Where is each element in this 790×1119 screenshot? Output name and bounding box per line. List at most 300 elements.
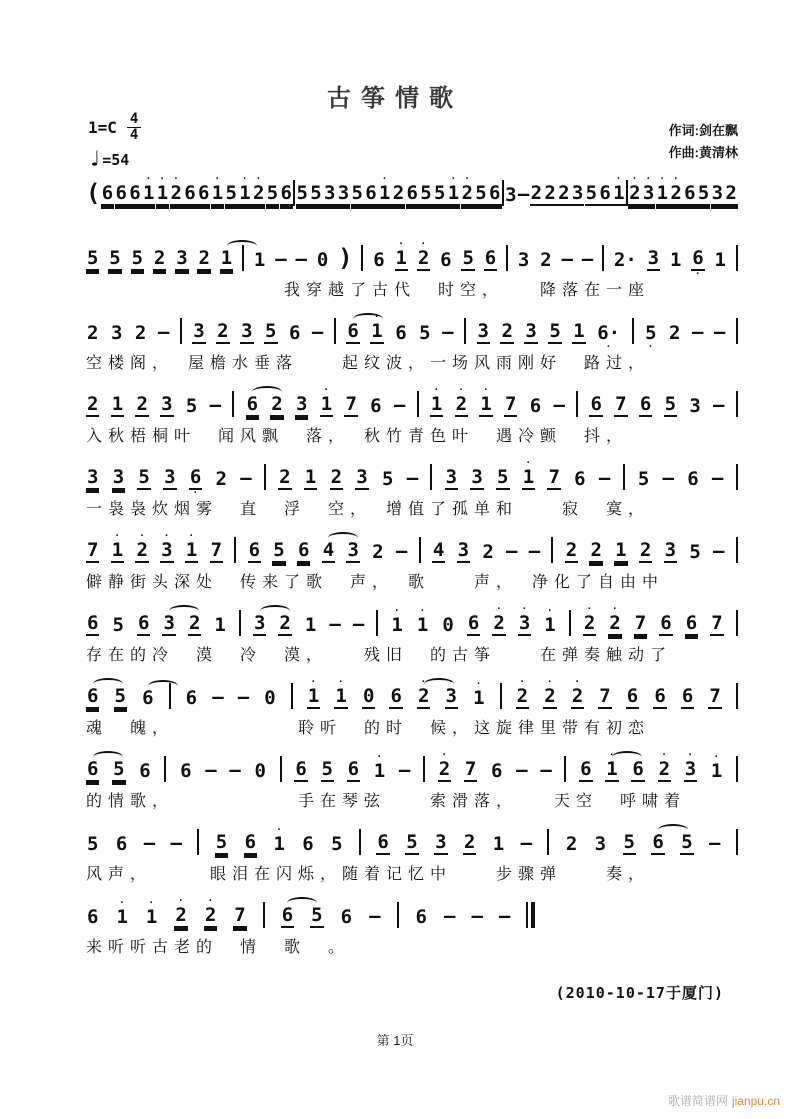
note — [492, 603, 505, 643]
note-number: 1 — [492, 833, 505, 855]
note-number: 5 — [637, 468, 650, 490]
note — [86, 460, 99, 497]
note-number: 5 — [681, 831, 693, 853]
octave-dot-below: · — [648, 341, 653, 353]
barline — [736, 464, 738, 490]
note — [390, 605, 403, 643]
barline — [239, 610, 241, 636]
note — [445, 676, 458, 716]
octave-dot-below — [694, 563, 697, 570]
note — [488, 176, 501, 213]
octave-dot-above: · — [189, 530, 194, 542]
note — [210, 533, 223, 570]
note — [710, 606, 723, 643]
note-number: 6 — [590, 393, 602, 415]
octave-dot-below — [91, 563, 94, 570]
page-number: 第 1页 — [376, 1033, 414, 1048]
octave-dot-below — [554, 344, 557, 351]
note — [637, 462, 650, 497]
octave-dot-below — [219, 636, 222, 643]
octave-dot-below — [397, 206, 400, 213]
note — [296, 176, 309, 213]
notes-row — [86, 457, 738, 499]
note-number: 2 — [136, 539, 148, 561]
dash-extension: – — [561, 248, 573, 270]
octave-dot-below — [91, 417, 94, 424]
barline — [423, 756, 425, 782]
octave-dot-below — [619, 563, 622, 570]
note — [215, 825, 228, 862]
note — [128, 176, 141, 213]
barline — [419, 537, 421, 563]
octave-dot-below — [91, 490, 94, 497]
barline — [632, 318, 634, 344]
note-number: 5 — [266, 182, 279, 204]
note-number: 1 — [379, 182, 391, 204]
note — [612, 173, 625, 213]
note — [86, 241, 99, 278]
note-number: 3 — [518, 612, 531, 634]
note-number: 3 — [164, 466, 176, 488]
dash-extension: – — [398, 759, 411, 781]
octave-dot-below — [590, 206, 593, 213]
octave-dot-below — [624, 271, 627, 278]
note-number: 2 — [170, 182, 182, 204]
barline — [164, 756, 166, 782]
octave-dot-below — [278, 855, 281, 862]
octave-dot-below — [91, 928, 94, 935]
note — [369, 389, 382, 424]
octave-dot-below — [335, 490, 338, 497]
note-number: 7 — [345, 393, 357, 415]
dash-extension: – — [713, 394, 725, 416]
octave-dot-below — [197, 344, 200, 351]
note-number: 3 — [471, 466, 483, 488]
note — [174, 895, 187, 935]
note — [656, 173, 669, 213]
note-number: 6 — [139, 760, 151, 782]
note-number: 5 — [419, 322, 431, 344]
note-number: 7 — [87, 539, 99, 561]
octave-dot-below — [253, 563, 256, 570]
note — [238, 173, 251, 213]
note — [108, 241, 121, 278]
note-number: 2 — [530, 182, 543, 204]
octave-dot-below — [521, 709, 524, 716]
barline — [506, 245, 508, 271]
note-number: 3 — [241, 320, 253, 342]
note-number: 2 — [629, 182, 641, 204]
note-number: 6 — [599, 182, 611, 204]
note — [351, 176, 364, 213]
octave-dot-below — [321, 271, 324, 278]
octave-dot-below — [251, 417, 254, 424]
note-number: 6 — [298, 539, 310, 561]
octave-dot-below — [301, 206, 304, 213]
octave-dot-below — [595, 563, 598, 570]
note — [634, 606, 647, 643]
note-number: 7 — [505, 393, 517, 415]
octave-dot-below — [121, 928, 124, 935]
octave-dot-above: · — [421, 238, 426, 250]
note-number: 1 — [211, 182, 224, 204]
octave-dot-below — [309, 490, 312, 497]
note — [430, 384, 443, 424]
note — [86, 606, 99, 643]
note-number: 3 — [445, 466, 458, 488]
octave-dot-below — [447, 636, 450, 643]
barline — [564, 756, 566, 782]
credits — [669, 120, 738, 164]
octave-dot-below — [534, 417, 537, 424]
note — [192, 314, 205, 351]
note — [270, 387, 283, 424]
octave-dot-below — [501, 490, 504, 497]
note-number: 2 — [392, 182, 405, 204]
note — [321, 752, 334, 789]
octave-dot-above: · — [256, 173, 261, 185]
octave-dot-below — [340, 709, 343, 716]
octave-dot-below — [553, 490, 556, 497]
octave-dot-below — [578, 490, 581, 497]
note-number: 3 — [296, 393, 308, 415]
note-number: 1 — [371, 320, 383, 342]
note-number: 3 — [505, 184, 517, 206]
note — [504, 178, 517, 213]
music-system — [86, 530, 738, 593]
note — [461, 173, 474, 213]
octave-dot-below — [487, 563, 490, 570]
octave-dot-below — [424, 206, 427, 213]
note-number: 5 — [113, 758, 125, 780]
note-number: 1 — [111, 393, 124, 415]
octave-dot-above: · — [714, 751, 719, 763]
note — [642, 173, 655, 213]
note-number: 6 — [347, 758, 360, 780]
barline — [464, 318, 466, 344]
note-number: 2 — [658, 758, 671, 780]
octave-dot-below — [604, 206, 607, 213]
octave-dot-below — [399, 344, 402, 351]
octave-dot-below — [570, 855, 573, 862]
barline — [736, 610, 738, 636]
note-number: 2 — [571, 685, 584, 707]
lyrics-line: 魂 魄， 聆听 的时 候，这旋律里带有初恋 — [86, 720, 651, 737]
octave-dot-below — [498, 636, 501, 643]
barline — [736, 537, 738, 563]
note — [598, 679, 611, 716]
octave-dot-below — [147, 206, 150, 213]
octave-dot-above: · — [646, 173, 651, 185]
note-number: 5 — [225, 182, 237, 204]
note — [316, 243, 329, 278]
music-system — [86, 676, 738, 739]
note — [548, 314, 561, 351]
dash-extension: – — [205, 759, 217, 781]
barline — [180, 318, 182, 344]
note-number: 1 — [656, 182, 669, 204]
note-number: 5 — [185, 395, 198, 417]
note-number: 6 — [654, 685, 666, 707]
note — [500, 314, 513, 351]
note — [346, 533, 359, 570]
note — [415, 900, 428, 935]
note-number: 2 — [271, 393, 283, 415]
octave-dot-below — [168, 636, 171, 643]
note-number: 6 — [685, 612, 698, 634]
dash-extension: – — [520, 832, 533, 854]
note-number: 7 — [464, 758, 477, 780]
octave-dot-below — [437, 563, 440, 570]
quarter-note-icon: ♩ — [88, 147, 102, 172]
note-number: 1 — [430, 393, 443, 415]
note-number: 6 — [580, 758, 592, 780]
octave-dot-below — [180, 271, 183, 278]
note — [110, 316, 123, 351]
note — [101, 176, 114, 213]
octave-dot-below — [647, 206, 650, 213]
octave-dot-above: · — [339, 676, 343, 688]
octave-dot-below — [549, 206, 552, 213]
octave-dot-below — [314, 206, 317, 213]
notes-row — [86, 530, 738, 570]
note-number: 1 — [669, 249, 682, 271]
octave-dot-below — [193, 636, 196, 643]
octave-dot-below — [719, 271, 722, 278]
note — [135, 387, 148, 424]
note-number: 2 — [725, 182, 737, 204]
note-number: 3 — [594, 833, 607, 855]
octave-dot-above: · — [277, 824, 282, 836]
note — [294, 752, 307, 789]
octave-dot-below — [664, 636, 667, 643]
octave-dot-above: · — [662, 749, 667, 761]
note-number: 6 — [626, 685, 639, 707]
octave-dot-below — [345, 928, 348, 935]
note-number: 5 — [87, 247, 99, 269]
note-number: 6 — [87, 612, 99, 634]
note-number: 5 — [645, 322, 657, 344]
dash-extension: – — [443, 905, 456, 927]
note-number: 1 — [573, 320, 585, 342]
notes-row — [86, 238, 738, 280]
octave-dot-below — [452, 206, 455, 213]
octave-dot-below — [476, 490, 479, 497]
note — [518, 603, 531, 643]
note — [86, 387, 99, 424]
note-number: 6 — [684, 182, 696, 204]
note — [135, 530, 148, 570]
composition-date: (2010-10-17于厦门) — [555, 984, 724, 1002]
note-number: 6 — [340, 906, 353, 928]
notes-row — [86, 603, 738, 643]
note — [416, 605, 429, 643]
barline — [736, 245, 738, 271]
dash-extension: – — [209, 394, 222, 416]
octave-dot-above: · — [484, 384, 488, 396]
note — [86, 752, 99, 789]
octave-dot-below — [190, 417, 193, 424]
octave-dot-above: · — [115, 530, 120, 542]
key-label: 1=C — [88, 118, 117, 137]
octave-dot-below — [659, 709, 662, 716]
note — [137, 606, 150, 643]
note-number: 6 — [87, 758, 99, 780]
note — [598, 176, 611, 213]
octave-dot-below — [438, 206, 441, 213]
note-number: 2 — [669, 322, 681, 344]
note-number: 3 — [337, 182, 350, 204]
octave-dot-below — [652, 271, 655, 278]
dash-extension: – — [709, 832, 721, 854]
octave-dot-below — [259, 782, 262, 789]
note-number: 0 — [316, 249, 329, 271]
octave-dot-above: · — [165, 530, 169, 542]
octave-dot-below — [190, 709, 193, 716]
note — [594, 827, 607, 862]
watermark — [668, 1092, 780, 1109]
note-number: 2 — [590, 539, 602, 561]
note — [691, 241, 704, 278]
barline — [263, 902, 265, 928]
note-number: 6 — [184, 182, 196, 204]
octave-dot-below — [165, 563, 168, 570]
octave-dot-below — [91, 855, 94, 862]
octave-dot-above: · — [160, 173, 165, 185]
lyrics-line: 的情歌， 手在琴弦 索滑落， 天空 呼啸着 — [86, 793, 687, 810]
octave-dot-above: · — [449, 676, 454, 688]
tempo-marking — [88, 147, 141, 172]
note — [432, 533, 445, 570]
dash-extension: – — [329, 613, 341, 635]
note-number: 0 — [254, 760, 266, 782]
dash-extension: – — [713, 540, 725, 562]
note — [589, 387, 602, 424]
octave-dot-below — [271, 206, 274, 213]
octave-dot-above: · — [575, 676, 580, 688]
octave-dot-below — [522, 271, 525, 278]
note — [371, 535, 384, 570]
note-number: 2 — [87, 393, 99, 415]
octave-dot-above: · — [395, 605, 399, 617]
octave-dot-below — [422, 271, 425, 278]
dash-extension: – — [517, 183, 530, 205]
octave-dot-below — [694, 417, 697, 424]
octave-dot-below — [142, 636, 145, 643]
barline — [232, 391, 234, 417]
note — [688, 535, 701, 570]
octave-dot-below — [91, 636, 94, 643]
note — [220, 241, 233, 278]
octave-dot-above: · — [459, 384, 464, 396]
note — [714, 243, 727, 278]
barline — [736, 829, 738, 855]
lyrics-line: 空楼阁， 屋檐水垂落 起纹波，一场风雨刚好 路过， — [86, 355, 651, 372]
note-number: 2 — [609, 612, 621, 634]
note-number: 6 — [681, 685, 694, 707]
note-number: 5 — [109, 247, 121, 269]
octave-dot-above: · — [520, 676, 525, 688]
note — [355, 460, 368, 497]
note-number: 0 — [442, 614, 454, 636]
tempo-value: =54 — [102, 150, 130, 169]
note-number: 6 — [652, 831, 664, 853]
note-number: 6 — [660, 612, 672, 634]
note-number: 5 — [381, 468, 394, 490]
note — [490, 754, 503, 789]
note — [681, 679, 694, 716]
lyrics-line: 存在的冷 漠 冷 漠， 残旧 的古筝 在弹奏触动了 — [86, 647, 673, 664]
octave-dot-below — [360, 490, 363, 497]
note-number: 1 — [335, 685, 347, 707]
dash-extension: – — [395, 540, 408, 562]
octave-dot-above: · — [660, 173, 665, 185]
octave-dot-below — [139, 344, 142, 351]
note — [659, 606, 672, 643]
note-number: 2 — [544, 685, 556, 707]
octave-dot-below — [663, 782, 666, 789]
note — [114, 679, 127, 716]
note — [571, 176, 584, 213]
watermark-site: 歌谱简谱网 — [667, 1094, 728, 1108]
dash-extension: – — [598, 467, 611, 489]
octave-dot-below — [675, 206, 678, 213]
octave-dot-above: · — [476, 678, 481, 690]
note-number: 0 — [362, 685, 375, 707]
note-number: 7 — [711, 612, 723, 634]
octave-dot-below — [306, 855, 309, 862]
note — [605, 749, 618, 789]
note — [183, 176, 196, 213]
parenthesis: ) — [338, 244, 353, 272]
octave-dot-below — [220, 855, 223, 862]
note — [664, 387, 677, 424]
note — [474, 176, 487, 213]
octave-dot-below — [460, 417, 463, 424]
notes-row — [86, 895, 738, 935]
note-number: 1 — [145, 906, 158, 928]
note-number: 6 — [484, 247, 497, 269]
octave-dot-above: · — [587, 603, 592, 615]
note-number: 2 — [279, 612, 291, 634]
note-number: 2 — [455, 393, 468, 415]
note-number: 1 — [116, 906, 128, 928]
octave-dot-below — [628, 855, 631, 862]
octave-dot-above: · — [243, 173, 247, 185]
note — [131, 241, 144, 278]
note-number: 1 — [304, 466, 317, 488]
note — [516, 676, 529, 716]
octave-dot-below — [661, 206, 664, 213]
octave-dot-below — [535, 206, 538, 213]
note-number: 5 — [549, 320, 561, 342]
note-number: 2 — [217, 320, 229, 342]
barline — [197, 829, 199, 855]
octave-dot-below — [350, 417, 353, 424]
note — [455, 384, 468, 424]
octave-dot-below — [396, 636, 399, 643]
note — [710, 751, 723, 789]
note-number: 6 — [491, 760, 503, 782]
dash-extension: – — [711, 467, 724, 489]
octave-dot-below — [477, 709, 480, 716]
note-number: 2 — [565, 833, 578, 855]
note — [253, 606, 266, 643]
notes-row — [86, 311, 738, 353]
octave-dot-below — [275, 417, 278, 424]
octave-dot-below — [421, 636, 424, 643]
octave-dot-below — [489, 271, 492, 278]
